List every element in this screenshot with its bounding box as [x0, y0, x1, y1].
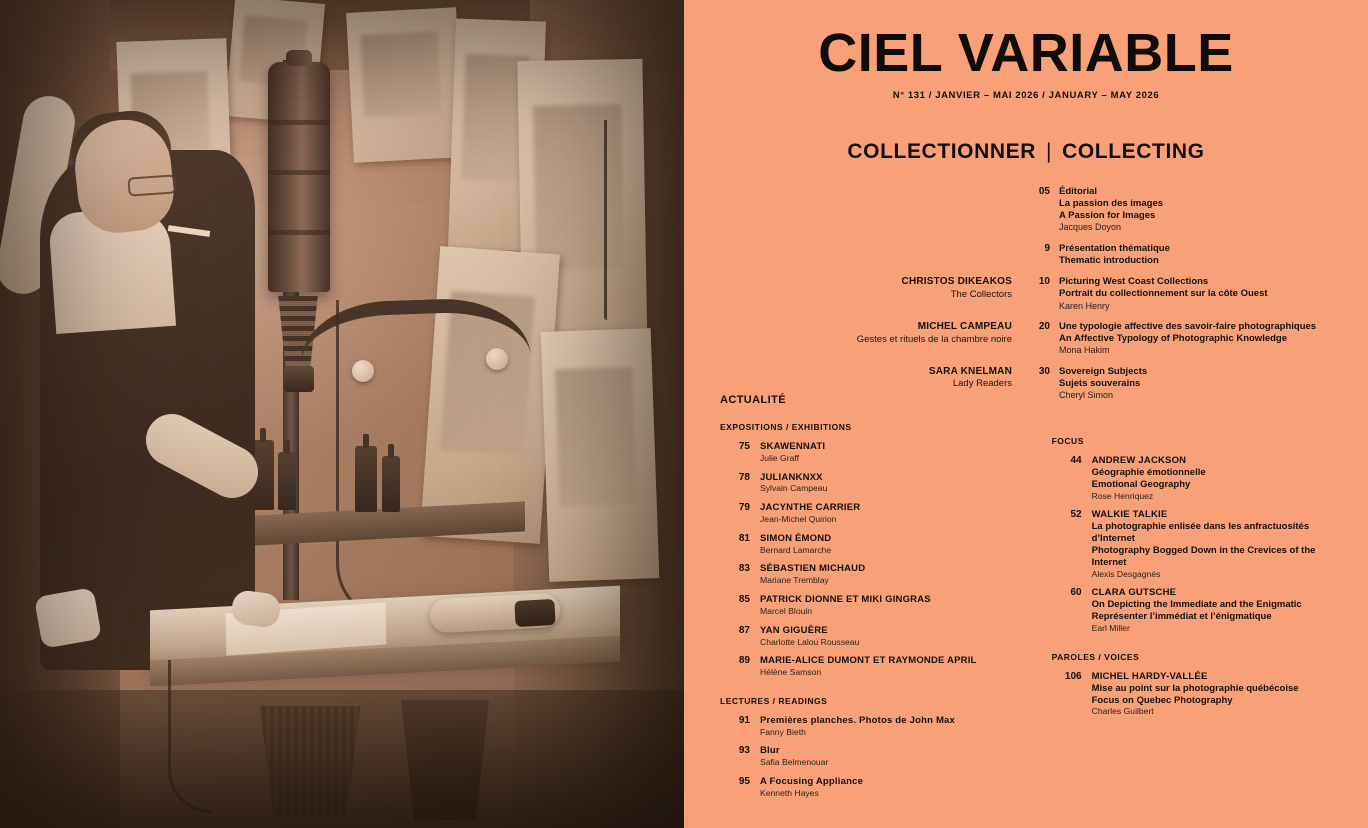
- expositions-heading: EXPOSITIONS / EXHIBITIONS: [720, 422, 852, 432]
- entry-subtitle-fr: Géographie émotionnelle: [1091, 466, 1206, 478]
- figure-cloth: [34, 587, 102, 649]
- feature-byline: Karen Henry: [1059, 300, 1110, 311]
- chemical-bottle: [382, 456, 400, 512]
- entry-title: WALKIE TALKIE: [1091, 509, 1168, 521]
- feature-artist: MICHEL CAMPEAU: [917, 321, 1012, 333]
- entry-byline: Rose Henriquez: [1091, 490, 1154, 501]
- entry-page-number: 91: [738, 714, 750, 726]
- feature-artist: CHRISTOS DIKEAKOS: [901, 276, 1012, 288]
- paroles-heading: PAROLES / VOICES: [1051, 651, 1140, 662]
- feature-subtitle-en: Sujets souverains: [1059, 378, 1141, 390]
- entry-byline: Mariane Tremblay: [760, 575, 829, 586]
- feature-page-number: 30: [1038, 365, 1050, 377]
- feature-byline: Cheryl Simon: [1059, 390, 1114, 401]
- issue-line: N° 131 / JANVIER – MAI 2026 / JANUARY – MAY 2026: [892, 90, 1160, 101]
- lectures-heading: LECTURES / READINGS: [720, 695, 828, 706]
- feature-byline: Jacques Doyon: [1059, 222, 1122, 233]
- darkroom-floor: [0, 690, 684, 828]
- list-item[interactable]: [720, 745, 1028, 768]
- enlarger-knob: [486, 348, 508, 370]
- actualite-column: [720, 394, 1028, 807]
- actualite-heading: ACTUALITÉ: [720, 394, 786, 406]
- entry-title: MICHEL HARDY-VALLÉE: [1091, 670, 1208, 682]
- entry-page-number: 60: [1070, 587, 1082, 599]
- feature-byline: Mona Hakim: [1059, 345, 1110, 356]
- entry-subtitle-fr: La photographie enlisée dans les anfractuosités d’Internet: [1091, 521, 1310, 545]
- entry-page-number: 79: [738, 502, 750, 514]
- entry-page-number: 106: [1064, 670, 1082, 682]
- enlarger-ring: [268, 120, 330, 125]
- feature-artist: SARA KNELMAN: [928, 365, 1012, 377]
- entry-page-number: 95: [738, 776, 750, 788]
- feature-page-number: 20: [1038, 321, 1050, 333]
- entry-page-number: 85: [738, 594, 750, 606]
- entry-subtitle-en: Focus on Quebec Photography: [1091, 694, 1233, 706]
- chemical-bottle: [355, 446, 377, 512]
- feature-row[interactable]: [794, 243, 1332, 267]
- entry-byline: Charles Guilbert: [1091, 706, 1154, 717]
- feature-title-fr: Éditorial: [1059, 186, 1098, 197]
- entry-body: [760, 745, 1028, 768]
- hanging-print: [541, 328, 660, 582]
- entry-byline: Safia Belmenouar: [760, 757, 829, 768]
- entry-page-number: 89: [738, 655, 750, 667]
- entry-subtitle-en: Représenter l’immédiat et l’énigmatique: [1091, 611, 1272, 623]
- entry-byline: Julie Graff: [760, 452, 800, 463]
- masthead: [684, 22, 1368, 101]
- feature-work: Lady Readers: [952, 378, 1012, 390]
- entry-body: [760, 472, 1028, 495]
- list-item[interactable]: [720, 715, 1028, 738]
- entry-title: ANDREW JACKSON: [1091, 455, 1187, 466]
- feature-subtitle-fr: La passion des images: [1059, 198, 1164, 210]
- entry-page-number: 81: [738, 532, 750, 544]
- entry-byline: Marcel Blouin: [760, 605, 813, 616]
- eyeglasses-icon: [127, 174, 176, 196]
- feature-artist-block: [794, 321, 1024, 357]
- entry-body: [760, 441, 1028, 464]
- entry-title: Premières planches. Photos de John Max: [760, 714, 956, 726]
- list-item[interactable]: [720, 563, 1028, 586]
- feature-artist-block: [794, 276, 1024, 312]
- entry-body: [760, 594, 1028, 617]
- entry-title: JACYNTHE CARRIER: [760, 502, 861, 514]
- list-item[interactable]: [1052, 455, 1340, 501]
- table-of-contents-page: [684, 0, 1368, 828]
- entry-title: PATRICK DIONNE ET MIKI GINGRAS: [760, 594, 931, 606]
- entry-byline: Alexis Desgagnés: [1091, 568, 1161, 579]
- toc-lower-columns: [720, 394, 1340, 807]
- entry-title: Blur: [760, 745, 780, 757]
- magazine-title: CIEL VARIABLE: [818, 23, 1234, 83]
- hanging-print: [346, 7, 464, 163]
- entry-title: YAN GIGUÈRE: [760, 624, 828, 636]
- feature-row[interactable]: [794, 186, 1332, 234]
- entry-byline: Earl Miller: [1091, 623, 1130, 634]
- feature-row[interactable]: [794, 276, 1332, 312]
- entry-byline: Fanny Bieth: [760, 726, 806, 737]
- feature-page-number: 05: [1038, 186, 1050, 197]
- entry-byline: Sylvain Campeau: [760, 483, 828, 494]
- list-item[interactable]: [720, 655, 1028, 678]
- theme-en: COLLECTING: [1062, 140, 1205, 163]
- list-item[interactable]: [720, 776, 1028, 799]
- entry-byline: Charlotte Lalou Rousseau: [760, 636, 860, 647]
- hanging-cord: [604, 120, 607, 320]
- feature-subtitle-en: A Passion for Images: [1059, 210, 1156, 222]
- list-item[interactable]: [720, 441, 1028, 464]
- entry-subtitle-en: Photography Bogged Down in the Crevices of the Internet: [1091, 544, 1316, 568]
- feature-title-fr: Picturing West Coast Collections: [1059, 276, 1209, 288]
- entry-byline: Bernard Lamarche: [760, 544, 832, 555]
- theme-fr: COLLECTIONNER: [847, 140, 1037, 163]
- entry-body: [760, 563, 1028, 586]
- feature-subtitle-en: Portrait du collectionnement sur la côte Ouest: [1059, 288, 1268, 300]
- feature-list: [794, 186, 1332, 411]
- entry-page-number: 75: [738, 441, 750, 452]
- entry-subtitle-fr: On Depicting the Immediate and the Enigmatic: [1091, 599, 1302, 611]
- feature-title-fr: Présentation thématique: [1059, 242, 1170, 254]
- entry-body: [760, 776, 1028, 799]
- enlarger-ring: [268, 230, 330, 235]
- entry-title: SIMON ÉMOND: [760, 532, 832, 544]
- hanging-print: [420, 246, 560, 544]
- entry-page-number: 83: [738, 563, 750, 575]
- list-item[interactable]: [1052, 671, 1340, 717]
- entry-title: MARIE-ALICE DUMONT ET RAYMONDE APRIL: [760, 655, 977, 667]
- list-item[interactable]: [1052, 509, 1340, 579]
- feature-page-number: 9: [1044, 242, 1050, 254]
- feature-title-fr: Une typologie affective des savoir-faire photographiques: [1059, 321, 1317, 333]
- entry-body: [760, 625, 1028, 648]
- feature-title-fr: Sovereign Subjects: [1059, 365, 1148, 377]
- entry-body: [1092, 587, 1340, 633]
- entry-byline: Jean-Michel Quirion: [760, 514, 837, 525]
- entry-page-number: 78: [738, 471, 750, 483]
- entry-body: [760, 502, 1028, 525]
- entry-body: [1092, 671, 1340, 717]
- entry-subtitle-en: Emotional Geography: [1091, 478, 1191, 490]
- theme-divider: |: [1046, 140, 1053, 163]
- feature-page-number: 10: [1038, 276, 1050, 288]
- feature-text-block: [1059, 186, 1332, 234]
- focus-heading: FOCUS: [1051, 436, 1084, 446]
- entry-subtitle-fr: Mise au point sur la photographie québécoise: [1091, 682, 1299, 694]
- feature-text-block: [1059, 276, 1332, 312]
- feature-artist-block: [794, 186, 1024, 234]
- feature-artist-block: [794, 243, 1024, 267]
- list-item[interactable]: [720, 472, 1028, 495]
- entry-byline: Hélène Samson: [760, 667, 822, 678]
- feature-subtitle-en: Thematic introduction: [1059, 255, 1159, 267]
- feature-row[interactable]: [794, 321, 1332, 357]
- entry-page-number: 44: [1070, 455, 1082, 466]
- theme-heading: [684, 140, 1368, 164]
- entry-body: [1092, 509, 1340, 579]
- entry-title: CLARA GUTSCHE: [1091, 587, 1177, 599]
- focus-column: [1052, 394, 1340, 807]
- entry-body: [760, 533, 1028, 556]
- entry-body: [760, 715, 1028, 738]
- entry-body: [1092, 455, 1340, 501]
- list-item[interactable]: [720, 625, 1028, 648]
- entry-page-number: 87: [738, 624, 750, 636]
- feature-work: Gestes et rituels de la chambre noire: [856, 333, 1012, 345]
- entry-page-number: 93: [738, 745, 750, 757]
- feature-work: The Collectors: [950, 288, 1012, 300]
- chemical-bottle: [278, 452, 296, 510]
- feature-text-block: [1059, 243, 1332, 267]
- print-roller-cap: [514, 599, 555, 627]
- entry-page-number: 52: [1070, 509, 1082, 521]
- entry-byline: Kenneth Hayes: [760, 787, 819, 798]
- feature-subtitle-en: An Affective Typology of Photographic Knowledge: [1059, 333, 1288, 345]
- entry-title: JULIANKNXX: [760, 471, 823, 483]
- list-item[interactable]: [720, 533, 1028, 556]
- entry-title: SÉBASTIEN MICHAUD: [760, 563, 866, 575]
- enlarger-ring: [268, 170, 330, 175]
- list-item[interactable]: [1052, 587, 1340, 633]
- entry-title: A Focusing Appliance: [760, 776, 864, 788]
- enlarger-head: [268, 62, 330, 292]
- list-item[interactable]: [720, 594, 1028, 617]
- list-item[interactable]: [720, 502, 1028, 525]
- entry-body: [760, 655, 1028, 678]
- feature-text-block: [1059, 321, 1332, 357]
- entry-title: SKAWENNATI: [760, 441, 826, 452]
